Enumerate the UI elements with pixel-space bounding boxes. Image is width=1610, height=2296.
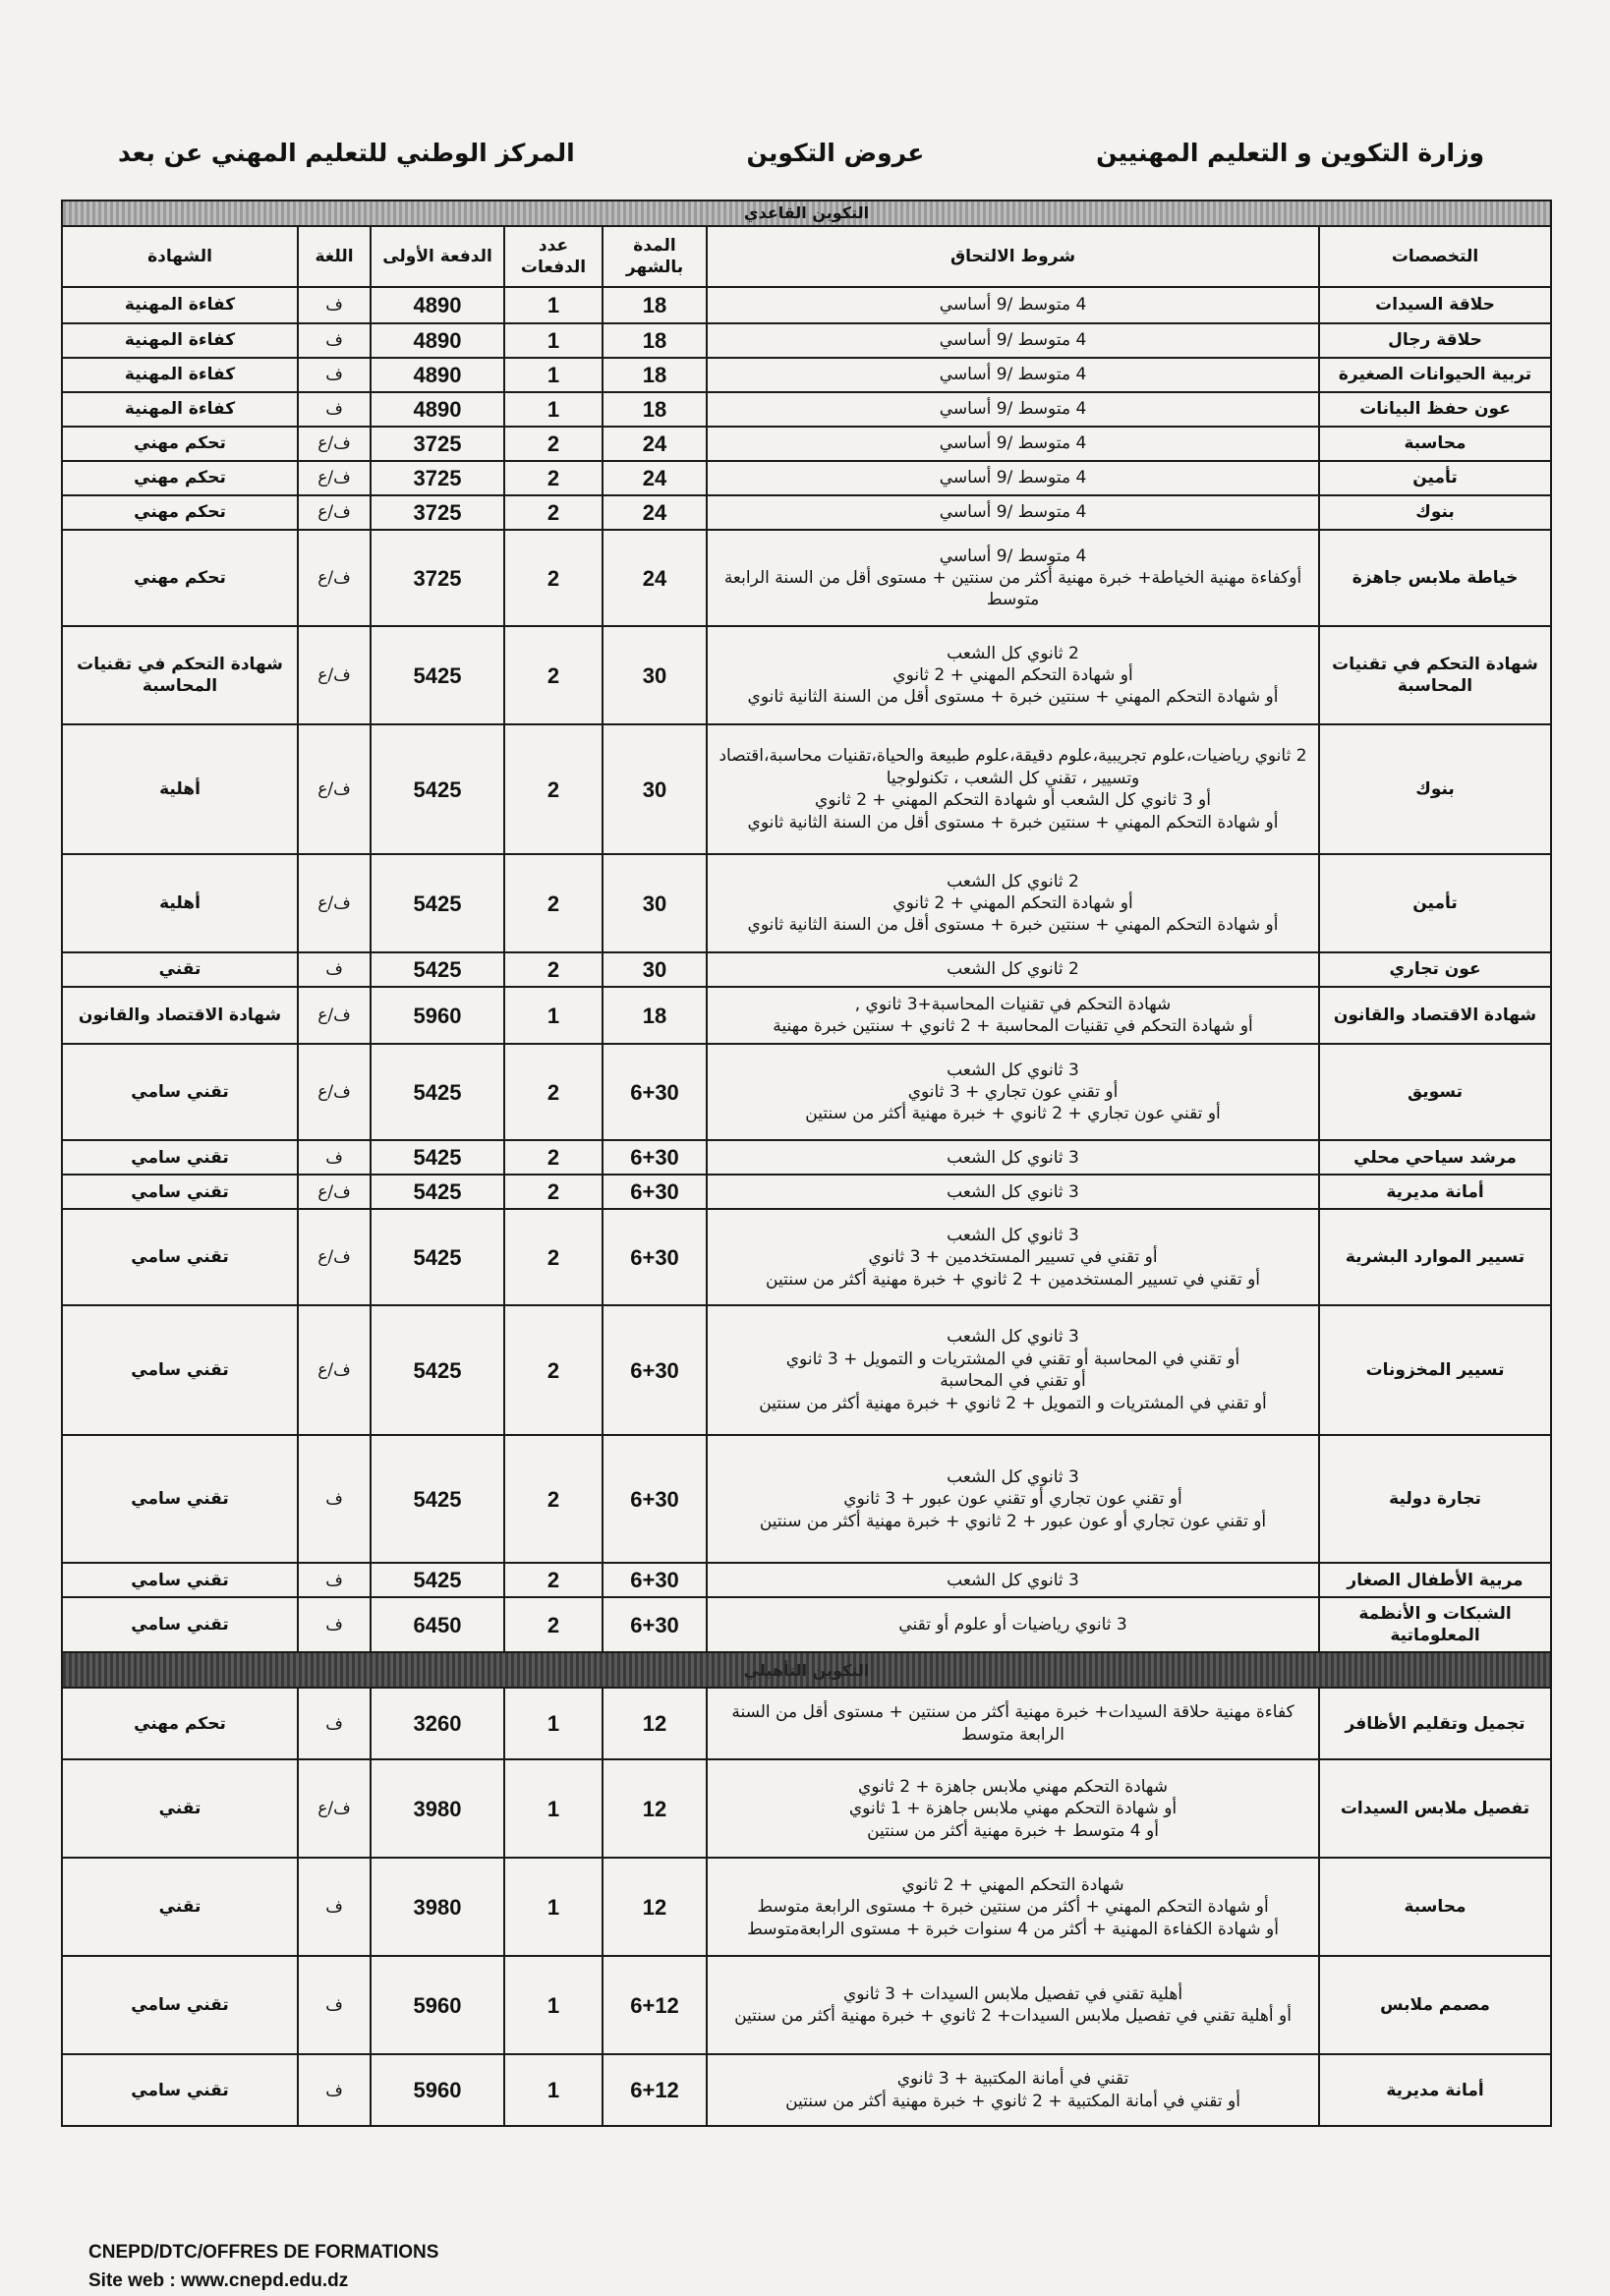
table-row: [62, 952, 1551, 987]
conditions-cell: [707, 323, 1319, 358]
certificate-cell: تقني سامي: [62, 1175, 298, 1209]
condition-line: 3 ثانوي كل الشعب: [947, 1466, 1079, 1487]
specialty-cell: عون تجاري: [1319, 952, 1551, 987]
language-cell: ف/ع: [298, 854, 371, 952]
installments-cell: 1: [504, 1688, 603, 1759]
language-cell: ف/ع: [298, 1209, 371, 1305]
first-payment-cell: 3725: [371, 495, 504, 530]
first-payment-cell: 5425: [371, 952, 504, 987]
col-duration: المدة بالشهر: [603, 226, 707, 287]
table-row: [62, 495, 1551, 530]
table-row: [62, 392, 1551, 427]
language-cell: ف: [298, 1597, 371, 1652]
certificate-cell: شهادة التحكم في تقنيات المحاسبة: [62, 626, 298, 724]
conditions-cell: [707, 530, 1319, 626]
conditions-cell: [707, 461, 1319, 495]
language-cell: ف/ع: [298, 461, 371, 495]
conditions-cell: [707, 2054, 1319, 2126]
specialty-cell: تربية الحيوانات الصغيرة: [1319, 358, 1551, 392]
condition-line: 2 ثانوي كل الشعب: [947, 643, 1079, 663]
condition-line: 3 ثانوي رياضيات أو علوم أو تقني: [898, 1615, 1127, 1636]
certificate-cell: تقني: [62, 1858, 298, 1956]
table-row: [62, 1175, 1551, 1209]
condition-line: أو شهادة التحكم في تقنيات المحاسبة + 2 ثانوي + سنتين خبرة مهنية: [773, 1016, 1253, 1037]
language-cell: ف/ع: [298, 495, 371, 530]
conditions-cell: [707, 1688, 1319, 1759]
specialty-cell: محاسبة: [1319, 1858, 1551, 1956]
conditions-cell: [707, 854, 1319, 952]
language-cell: ف: [298, 952, 371, 987]
table-row: [62, 461, 1551, 495]
section-qualifying-label: التكوين التأهيلي: [62, 1652, 1551, 1688]
condition-line: 3 ثانوي كل الشعب: [947, 1327, 1079, 1348]
certificate-cell: تقني سامي: [62, 1435, 298, 1563]
duration-cell: 24: [603, 427, 707, 461]
condition-line: أو شهادة التحكم المهني + 2 ثانوي: [892, 892, 1133, 913]
condition-line: كفاءة مهنية حلاقة السيدات+ خبرة مهنية أكثر من سنتين + مستوى أقل من السنة الرابعة متوسط: [731, 1702, 1294, 1745]
certificate-cell: تحكم مهني: [62, 427, 298, 461]
specialty-cell: مرشد سياحي محلي: [1319, 1140, 1551, 1175]
duration-cell: 6+30: [603, 1305, 707, 1435]
first-payment-cell: 4890: [371, 323, 504, 358]
language-cell: ف/ع: [298, 987, 371, 1044]
conditions-cell: [707, 1435, 1319, 1563]
condition-line: 4 متوسط /9 أساسي: [939, 468, 1087, 488]
first-payment-cell: 5960: [371, 2054, 504, 2126]
condition-line: أو تقني في المحاسبة: [940, 1371, 1086, 1392]
condition-line: أوكفاءة مهنية الخياطة+ خبرة مهنية أكثر من سنتين + مستوى أقل من السنة الرابعة متوسط: [723, 567, 1302, 610]
duration-cell: 18: [603, 392, 707, 427]
certificate-cell: تحكم مهني: [62, 495, 298, 530]
specialty-cell: أمانة مديرية: [1319, 1175, 1551, 1209]
condition-line: أو تقني في أمانة المكتبية + 2 ثانوي + خبرة مهنية أكثر من سنتين: [785, 2091, 1240, 2111]
first-payment-cell: 5425: [371, 1209, 504, 1305]
first-payment-cell: 3980: [371, 1759, 504, 1858]
installments-cell: 2: [504, 1305, 603, 1435]
specialty-cell: شهادة التحكم في تقنيات المحاسبة: [1319, 626, 1551, 724]
condition-line: 4 متوسط /9 أساسي: [939, 502, 1087, 523]
first-payment-cell: 5425: [371, 1305, 504, 1435]
duration-cell: 6+12: [603, 1956, 707, 2054]
table-row: [62, 427, 1551, 461]
conditions-cell: [707, 952, 1319, 987]
duration-cell: 6+30: [603, 1597, 707, 1652]
table-row: [62, 1688, 1551, 1759]
condition-line: 3 ثانوي كل الشعب: [947, 1147, 1079, 1168]
footer-website: Site web : www.cnepd.edu.dz: [88, 2269, 349, 2291]
duration-cell: 24: [603, 495, 707, 530]
duration-cell: 18: [603, 987, 707, 1044]
table-row: [62, 358, 1551, 392]
conditions-cell: [707, 427, 1319, 461]
language-cell: ف: [298, 287, 371, 323]
first-payment-cell: 6450: [371, 1597, 504, 1652]
specialty-cell: تأمين: [1319, 461, 1551, 495]
duration-cell: 30: [603, 724, 707, 854]
condition-line: أو تقني عون تجاري أو تقني عون عبور + 3 ثانوي: [843, 1489, 1182, 1510]
training-offers-table: [61, 200, 1552, 2127]
first-payment-cell: 4890: [371, 358, 504, 392]
col-specialty: التخصصات: [1319, 226, 1551, 287]
table-row: [62, 1759, 1551, 1858]
specialty-cell: مصمم ملابس: [1319, 1956, 1551, 2054]
condition-line: 4 متوسط /9 أساسي: [939, 330, 1087, 351]
certificate-cell: تقني سامي: [62, 1140, 298, 1175]
conditions-cell: [707, 358, 1319, 392]
conditions-cell: [707, 495, 1319, 530]
first-payment-cell: 5425: [371, 1563, 504, 1597]
specialty-cell: تسيير المخزونات: [1319, 1305, 1551, 1435]
installments-cell: 1: [504, 2054, 603, 2126]
language-cell: ف: [298, 1688, 371, 1759]
language-cell: ف/ع: [298, 1175, 371, 1209]
certificate-cell: تقني سامي: [62, 1044, 298, 1140]
first-payment-cell: 4890: [371, 392, 504, 427]
footer-reference: CNEPD/DTC/OFFRES DE FORMATIONS: [88, 2242, 439, 2263]
language-cell: ف: [298, 1858, 371, 1956]
table-row: [62, 854, 1551, 952]
section-initial-label: التكوين القاعدي: [62, 201, 1551, 226]
condition-line: أو تقني في المحاسبة أو تقني في المشتريات و التمويل + 3 ثانوي: [785, 1349, 1240, 1369]
footer: [88, 2239, 438, 2295]
duration-cell: 30: [603, 626, 707, 724]
condition-line: أهلية تقني في تفصيل ملابس السيدات + 3 ثانوي: [842, 1983, 1183, 2004]
table-row: [62, 1305, 1551, 1435]
certificate-cell: أهلية: [62, 854, 298, 952]
condition-line: 2 ثانوي كل الشعب: [947, 871, 1079, 891]
duration-cell: 12: [603, 1688, 707, 1759]
table-row: [62, 530, 1551, 626]
duration-cell: 18: [603, 358, 707, 392]
language-cell: ف: [298, 1140, 371, 1175]
language-cell: ف: [298, 323, 371, 358]
language-cell: ف: [298, 392, 371, 427]
certificate-cell: أهلية: [62, 724, 298, 854]
installments-cell: 1: [504, 392, 603, 427]
conditions-cell: [707, 1140, 1319, 1175]
conditions-cell: [707, 1175, 1319, 1209]
specialty-cell: خياطة ملابس جاهزة: [1319, 530, 1551, 626]
duration-cell: 18: [603, 287, 707, 323]
condition-line: أو تقني عون تجاري + 2 ثانوي + خبرة مهنية أكثر من سنتين: [805, 1104, 1221, 1124]
condition-line: أو 3 ثانوي كل الشعب أو شهادة التحكم المهني + 2 ثانوي: [815, 790, 1211, 811]
first-payment-cell: 5960: [371, 1956, 504, 2054]
installments-cell: 2: [504, 854, 603, 952]
table-row: [62, 1209, 1551, 1305]
certificate-cell: كفاءة المهنية: [62, 358, 298, 392]
table-row: [62, 287, 1551, 323]
specialty-cell: مربية الأطفال الصغار: [1319, 1563, 1551, 1597]
certificate-cell: شهادة الاقتصاد والقانون: [62, 987, 298, 1044]
certificate-cell: تقني سامي: [62, 1563, 298, 1597]
condition-line: 3 ثانوي كل الشعب: [947, 1060, 1079, 1080]
installments-cell: 2: [504, 1563, 603, 1597]
installments-cell: 2: [504, 724, 603, 854]
specialty-cell: بنوك: [1319, 724, 1551, 854]
table-row: [62, 626, 1551, 724]
table-row: [62, 987, 1551, 1044]
condition-line: 4 متوسط /9 أساسي: [939, 295, 1087, 316]
col-certificate: الشهادة: [62, 226, 298, 287]
conditions-cell: [707, 1563, 1319, 1597]
condition-line: شهادة التحكم مهني ملابس جاهزة + 2 ثانوي: [858, 1776, 1168, 1797]
installments-cell: 2: [504, 626, 603, 724]
specialty-cell: محاسبة: [1319, 427, 1551, 461]
installments-cell: 1: [504, 1956, 603, 2054]
language-cell: ف/ع: [298, 626, 371, 724]
certificate-cell: تقني: [62, 1759, 298, 1858]
table-row: [62, 1597, 1551, 1652]
first-payment-cell: 3725: [371, 530, 504, 626]
certificate-cell: تقني سامي: [62, 1305, 298, 1435]
document-title: عروض التكوين: [746, 138, 925, 167]
installments-cell: 2: [504, 1597, 603, 1652]
condition-line: 4 متوسط /9 أساسي: [939, 545, 1087, 566]
duration-cell: 6+30: [603, 1435, 707, 1563]
table-row: [62, 1435, 1551, 1563]
installments-cell: 1: [504, 287, 603, 323]
installments-cell: 2: [504, 1044, 603, 1140]
first-payment-cell: 4890: [371, 287, 504, 323]
installments-cell: 2: [504, 495, 603, 530]
condition-line: أو أهلية تقني في تفصيل ملابس السيدات+ 2 ثانوي + خبرة مهنية أكثر من سنتين: [734, 2006, 1292, 2027]
first-payment-cell: 5425: [371, 1044, 504, 1140]
certificate-cell: تقني سامي: [62, 2054, 298, 2126]
installments-cell: 2: [504, 1140, 603, 1175]
specialty-cell: تجميل وتقليم الأظافر: [1319, 1688, 1551, 1759]
specialty-cell: حلاقة رجال: [1319, 323, 1551, 358]
condition-line: أو تقني في تسيير المستخدمين + 3 ثانوي: [868, 1247, 1158, 1268]
installments-cell: 2: [504, 427, 603, 461]
conditions-cell: [707, 987, 1319, 1044]
specialty-cell: تسيير الموارد البشرية: [1319, 1209, 1551, 1305]
col-conditions: شروط الالتحاق: [707, 226, 1319, 287]
duration-cell: 6+12: [603, 2054, 707, 2126]
duration-cell: 6+30: [603, 1140, 707, 1175]
condition-line: 2 ثانوي رياضيات،علوم تجريبية،علوم دقيقة،علوم طبيعة والحياة،تقنيات محاسبة،اقتصاد وتسيير ، تقني كل الشعب ، تكنولوجيا: [719, 746, 1307, 788]
certificate-cell: تقني سامي: [62, 1597, 298, 1652]
duration-cell: 6+30: [603, 1563, 707, 1597]
certificate-cell: تحكم مهني: [62, 1688, 298, 1759]
certificate-cell: كفاءة المهنية: [62, 392, 298, 427]
ministry-title: وزارة التكوين و التعليم المهنيين: [1096, 138, 1484, 167]
duration-cell: 6+30: [603, 1209, 707, 1305]
conditions-cell: [707, 1858, 1319, 1956]
certificate-cell: تقني: [62, 952, 298, 987]
condition-line: أو شهادة التحكم المهني + 2 ثانوي: [892, 664, 1133, 685]
language-cell: ف: [298, 1563, 371, 1597]
language-cell: ف/ع: [298, 530, 371, 626]
duration-cell: 12: [603, 1759, 707, 1858]
conditions-cell: [707, 392, 1319, 427]
first-payment-cell: 3980: [371, 1858, 504, 1956]
specialty-cell: تسويق: [1319, 1044, 1551, 1140]
conditions-cell: [707, 1044, 1319, 1140]
table-row: [62, 1858, 1551, 1956]
page-header: [118, 128, 1484, 177]
condition-line: 4 متوسط /9 أساسي: [939, 365, 1087, 385]
condition-line: شهادة التحكم المهني + 2 ثانوي: [901, 1874, 1124, 1895]
table-row: [62, 1956, 1551, 2054]
first-payment-cell: 5425: [371, 626, 504, 724]
section-initial: [62, 201, 1551, 226]
installments-cell: 2: [504, 1435, 603, 1563]
condition-line: شهادة التحكم في تقنيات المحاسبة+3 ثانوي ,: [854, 994, 1172, 1014]
condition-line: أو تقني في تسيير المستخدمين + 2 ثانوي + خبرة مهنية أكثر من سنتين: [766, 1269, 1261, 1290]
table-row: [62, 1044, 1551, 1140]
language-cell: ف: [298, 358, 371, 392]
language-cell: ف/ع: [298, 1759, 371, 1858]
condition-line: تقني في أمانة المكتبية + 3 ثانوي: [896, 2069, 1129, 2090]
language-cell: ف: [298, 1956, 371, 2054]
specialty-cell: حلاقة السيدات: [1319, 287, 1551, 323]
conditions-cell: [707, 287, 1319, 323]
col-language: اللغة: [298, 226, 371, 287]
installments-cell: 1: [504, 987, 603, 1044]
installments-cell: 2: [504, 1209, 603, 1305]
specialty-cell: الشبكات و الأنظمة المعلوماتية: [1319, 1597, 1551, 1652]
condition-line: 3 ثانوي كل الشعب: [947, 1570, 1079, 1590]
duration-cell: 24: [603, 461, 707, 495]
condition-line: أو 4 متوسط + خبرة مهنية أكثر من سنتين: [867, 1820, 1159, 1841]
installments-cell: 1: [504, 358, 603, 392]
col-first-payment: الدفعة الأولى: [371, 226, 504, 287]
duration-cell: 12: [603, 1858, 707, 1956]
duration-cell: 24: [603, 530, 707, 626]
installments-cell: 1: [504, 1858, 603, 1956]
duration-cell: 30: [603, 854, 707, 952]
condition-line: أو شهادة التحكم المهني + سنتين خبرة + مستوى أقل من السنة الثانية ثانوي: [747, 812, 1279, 832]
certificate-cell: تحكم مهني: [62, 461, 298, 495]
first-payment-cell: 5425: [371, 1140, 504, 1175]
certificate-cell: كفاءة المهنية: [62, 287, 298, 323]
condition-line: أو شهادة التحكم المهني + أكثر من سنتين خبرة + مستوى الرابعة متوسط: [757, 1897, 1269, 1918]
condition-line: أو تقني عون تجاري أو عون عبور + 2 ثانوي + خبرة مهنية أكثر من سنتين: [759, 1511, 1267, 1531]
col-installments: عدد الدفعات: [504, 226, 603, 287]
condition-line: أو شهادة التحكم المهني + سنتين خبرة + مستوى أقل من السنة الثانية ثانوي: [747, 915, 1279, 936]
condition-line: 3 ثانوي كل الشعب: [947, 1181, 1079, 1202]
specialty-cell: تأمين: [1319, 854, 1551, 952]
specialty-cell: أمانة مديرية: [1319, 2054, 1551, 2126]
certificate-cell: تقني سامي: [62, 1209, 298, 1305]
certificate-cell: تقني سامي: [62, 1956, 298, 2054]
certificate-cell: تحكم مهني: [62, 530, 298, 626]
conditions-cell: [707, 1209, 1319, 1305]
first-payment-cell: 5425: [371, 1435, 504, 1563]
certificate-cell: كفاءة المهنية: [62, 323, 298, 358]
table-row: [62, 2054, 1551, 2126]
first-payment-cell: 5425: [371, 724, 504, 854]
conditions-cell: [707, 1956, 1319, 2054]
duration-cell: 6+30: [603, 1175, 707, 1209]
condition-line: 3 ثانوي كل الشعب: [947, 1225, 1079, 1245]
language-cell: ف/ع: [298, 427, 371, 461]
specialty-cell: شهادة الاقتصاد والقانون: [1319, 987, 1551, 1044]
specialty-cell: تجارة دولية: [1319, 1435, 1551, 1563]
condition-line: أو تقني عون تجاري + 3 ثانوي: [907, 1082, 1119, 1102]
table-row: [62, 1140, 1551, 1175]
first-payment-cell: 5960: [371, 987, 504, 1044]
first-payment-cell: 3260: [371, 1688, 504, 1759]
language-cell: ف/ع: [298, 1305, 371, 1435]
first-payment-cell: 5425: [371, 854, 504, 952]
table-row: [62, 1563, 1551, 1597]
table-header-row: [62, 226, 1551, 287]
installments-cell: 1: [504, 1759, 603, 1858]
condition-line: أو شهادة التحكم المهني + سنتين خبرة + مستوى أقل من السنة الثانية ثانوي: [747, 687, 1279, 708]
conditions-cell: [707, 1759, 1319, 1858]
table-row: [62, 323, 1551, 358]
conditions-cell: [707, 1597, 1319, 1652]
specialty-cell: تفصيل ملابس السيدات: [1319, 1759, 1551, 1858]
duration-cell: 6+30: [603, 1044, 707, 1140]
installments-cell: 2: [504, 952, 603, 987]
language-cell: ف/ع: [298, 724, 371, 854]
installments-cell: 2: [504, 1175, 603, 1209]
installments-cell: 1: [504, 323, 603, 358]
language-cell: ف/ع: [298, 1044, 371, 1140]
condition-line: أو تقني في المشتريات و التمويل + 2 ثانوي + خبرة مهنية أكثر من سنتين: [759, 1393, 1267, 1413]
condition-line: أو شهادة الكفاءة المهنية + أكثر من 4 سنوات خبرة + مستوى الرابعةمتوسط: [747, 1919, 1279, 1939]
specialty-cell: بنوك: [1319, 495, 1551, 530]
table-row: [62, 724, 1551, 854]
installments-cell: 2: [504, 530, 603, 626]
first-payment-cell: 5425: [371, 1175, 504, 1209]
duration-cell: 18: [603, 323, 707, 358]
condition-line: 4 متوسط /9 أساسي: [939, 433, 1087, 454]
section-qualifying: [62, 1652, 1551, 1688]
center-title: المركز الوطني للتعليم المهني عن بعد: [118, 138, 575, 167]
condition-line: 2 ثانوي كل الشعب: [947, 959, 1079, 980]
first-payment-cell: 3725: [371, 427, 504, 461]
language-cell: ف: [298, 1435, 371, 1563]
conditions-cell: [707, 1305, 1319, 1435]
language-cell: ف: [298, 2054, 371, 2126]
conditions-cell: [707, 626, 1319, 724]
condition-line: 4 متوسط /9 أساسي: [939, 399, 1087, 420]
duration-cell: 30: [603, 952, 707, 987]
specialty-cell: عون حفظ البيانات: [1319, 392, 1551, 427]
installments-cell: 2: [504, 461, 603, 495]
conditions-cell: [707, 724, 1319, 854]
first-payment-cell: 3725: [371, 461, 504, 495]
condition-line: أو شهادة التحكم مهني ملابس جاهزة + 1 ثانوي: [848, 1799, 1178, 1819]
